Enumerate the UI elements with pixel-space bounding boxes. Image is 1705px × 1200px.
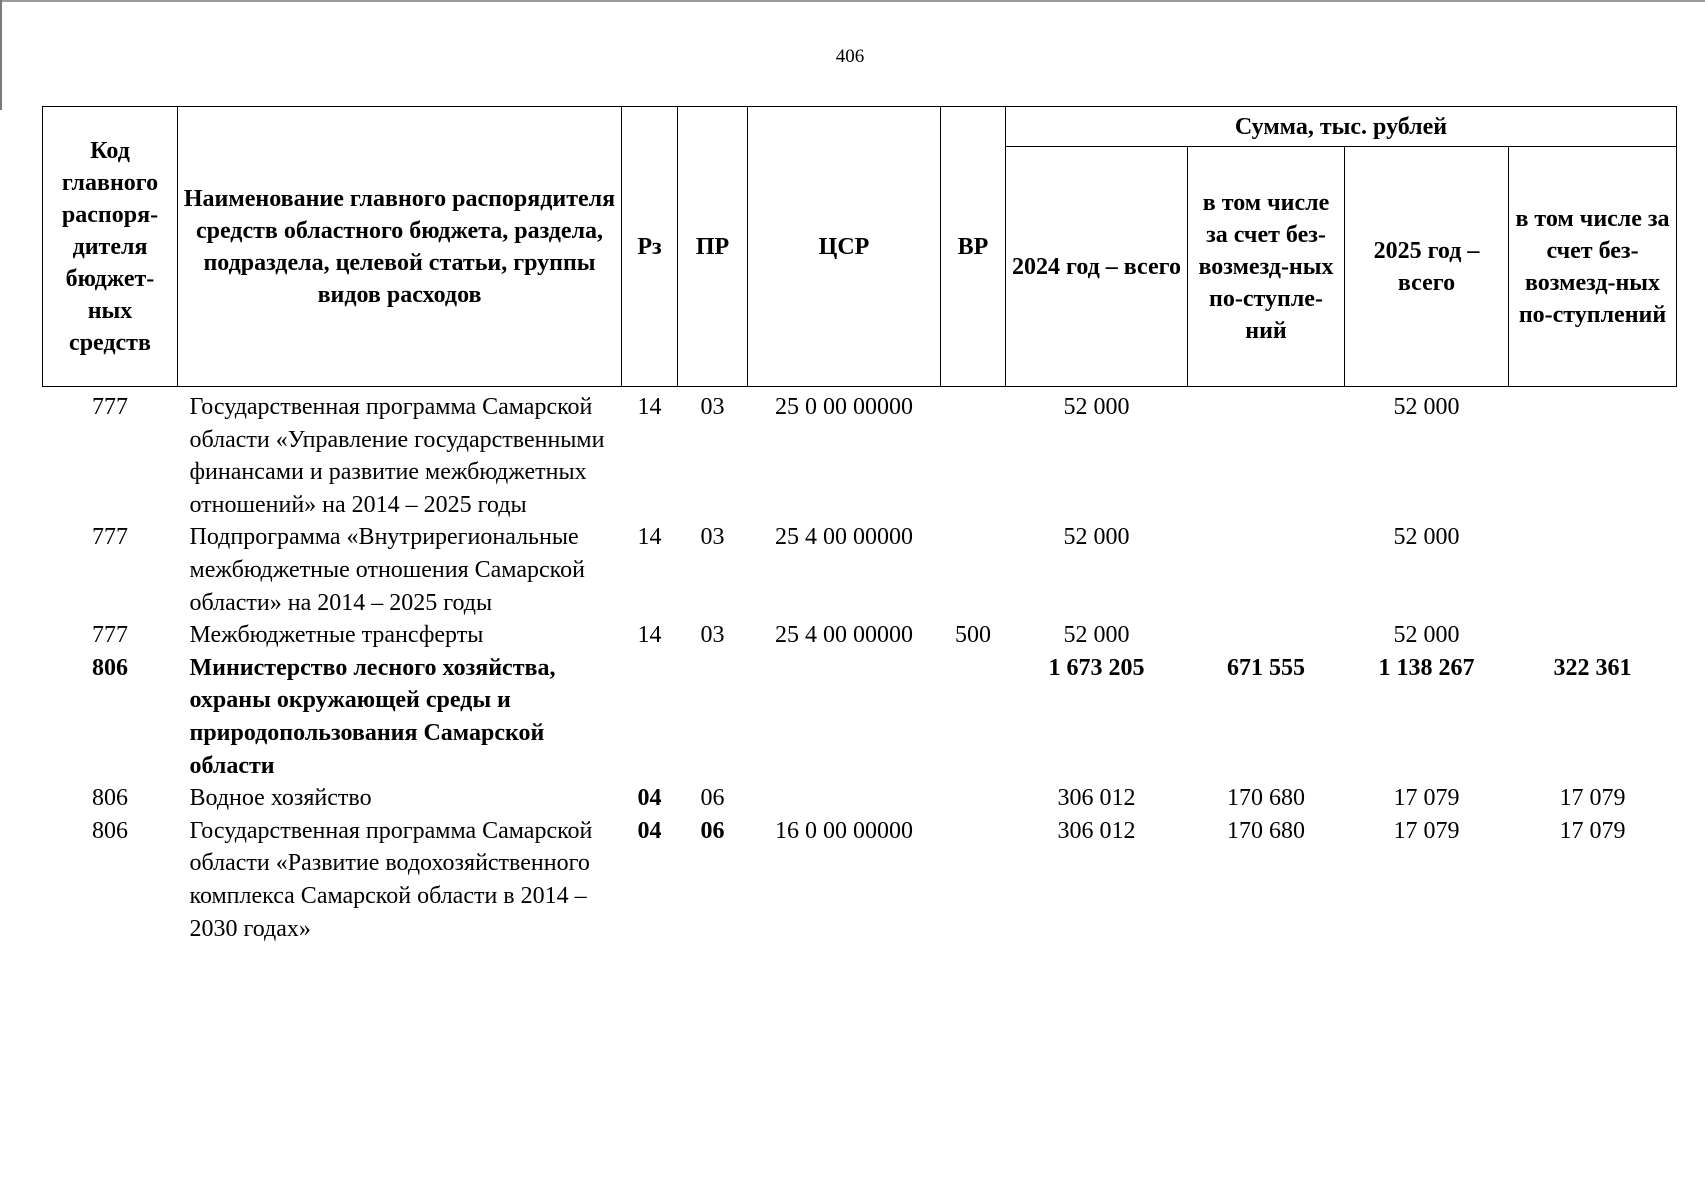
row-rz: 14 [637, 622, 662, 649]
table-row [43, 521, 1677, 619]
row-csr: 25 4 00 00000 [775, 524, 913, 551]
row-2025-free [1509, 619, 1677, 652]
scan-edge-top [0, 0, 1705, 2]
row-code: 806 [92, 654, 128, 681]
table-row [43, 815, 1677, 945]
header-2025-total: 2025 год – всего [1345, 147, 1509, 387]
row-code: 777 [92, 524, 128, 551]
row-name: Государственная программа Самарской области «Развитие водохозяйственного комплекса Самарской области в 2014 – 2030 годах» [189, 817, 593, 942]
row-2025-free: 17 079 [1559, 785, 1626, 812]
row-name: Подпрограмма «Внутрирегиональные межбюджетные отношения Самарской области» на 2014 – 2025 годы [189, 524, 585, 616]
header-name: Наименование главного распорядителя средств областного бюджета, раздела, подраздела, целевой статьи, группы видов расходов [178, 107, 622, 387]
budget-table [42, 106, 1677, 945]
row-2025-free [1509, 387, 1677, 522]
row-name: Государственная программа Самарской области «Управление государственными финансами и развитие межбюджетных отношений» на 2014 – 2025 годы [189, 394, 605, 518]
row-rz: 14 [637, 394, 662, 420]
row-name: Водное хозяйство [189, 785, 372, 812]
row-pr: 06 [700, 785, 725, 812]
row-2024-free: 671 555 [1227, 654, 1305, 681]
row-vr [941, 652, 1006, 782]
row-2025-total: 17 079 [1393, 817, 1460, 844]
row-2024-free: 170 680 [1227, 785, 1305, 812]
row-csr: 25 4 00 00000 [775, 622, 913, 649]
row-vr [941, 815, 1006, 945]
row-2024-free: 170 680 [1227, 817, 1305, 844]
row-rz [622, 652, 678, 782]
row-2024-total: 306 012 [1057, 817, 1136, 844]
row-code: 806 [92, 785, 128, 812]
table-row [43, 782, 1677, 815]
header-2025-free: в том числе за счет без-возмезд-ных по-ступлений [1509, 147, 1677, 387]
header-csr: ЦСР [748, 107, 941, 387]
row-csr [748, 652, 941, 782]
row-2024-free [1188, 387, 1345, 522]
page-number: 406 [835, 46, 865, 67]
header-sum: Сумма, тыс. рублей [1006, 107, 1677, 147]
row-pr: 03 [700, 524, 725, 551]
row-2025-free: 322 361 [1553, 654, 1632, 681]
row-vr: 500 [955, 622, 991, 649]
row-code: 777 [92, 622, 128, 649]
header-code: Код главного распоря-дителя бюджет-ных средств [43, 107, 178, 387]
row-vr [941, 521, 1006, 619]
row-2024-free [1188, 521, 1345, 619]
table-row [43, 619, 1677, 652]
row-2025-total: 17 079 [1393, 785, 1460, 812]
header-2024-total: 2024 год – всего [1006, 147, 1188, 387]
row-csr: 16 0 00 00000 [775, 817, 913, 844]
header-pr: ПР [678, 107, 748, 387]
table-header [43, 107, 1677, 387]
row-rz: 14 [637, 524, 662, 551]
row-2025-free: 17 079 [1559, 817, 1626, 844]
row-rz: 04 [637, 785, 662, 812]
row-csr: 25 0 00 00000 [775, 394, 913, 420]
row-2024-total: 1 673 205 [1048, 654, 1145, 681]
row-2024-total: 52 000 [1063, 622, 1130, 649]
row-2024-total: 306 012 [1057, 785, 1136, 812]
row-pr: 06 [700, 817, 725, 844]
row-vr [941, 387, 1006, 522]
row-2025-total: 52 000 [1393, 524, 1460, 551]
table-row [43, 652, 1677, 782]
row-name: Межбюджетные трансферты [189, 622, 484, 649]
header-vr: ВР [941, 107, 1006, 387]
table-row [43, 387, 1677, 522]
row-2024-free [1188, 619, 1345, 652]
row-2025-free [1509, 521, 1677, 619]
row-2024-total: 52 000 [1063, 524, 1130, 551]
row-name: Министерство лесного хозяйства, охраны окружающей среды и природопользования Самарской области [189, 654, 556, 779]
row-rz: 04 [637, 817, 662, 844]
row-pr: 03 [700, 622, 725, 649]
row-vr [941, 782, 1006, 815]
table-body [43, 387, 1677, 946]
row-code: 806 [92, 817, 128, 844]
row-pr: 03 [700, 394, 725, 420]
row-2025-total: 52 000 [1393, 394, 1460, 420]
row-2025-total: 52 000 [1393, 622, 1460, 649]
row-2025-total: 1 138 267 [1378, 654, 1475, 681]
row-pr [678, 652, 748, 782]
row-csr [748, 782, 941, 815]
scan-edge-left [0, 0, 2, 110]
header-rz: Рз [622, 107, 678, 387]
row-code: 777 [92, 394, 128, 420]
header-2024-free: в том числе за счет без-возмезд-ных по-ступле-ний [1188, 147, 1345, 387]
row-2024-total: 52 000 [1063, 394, 1130, 420]
